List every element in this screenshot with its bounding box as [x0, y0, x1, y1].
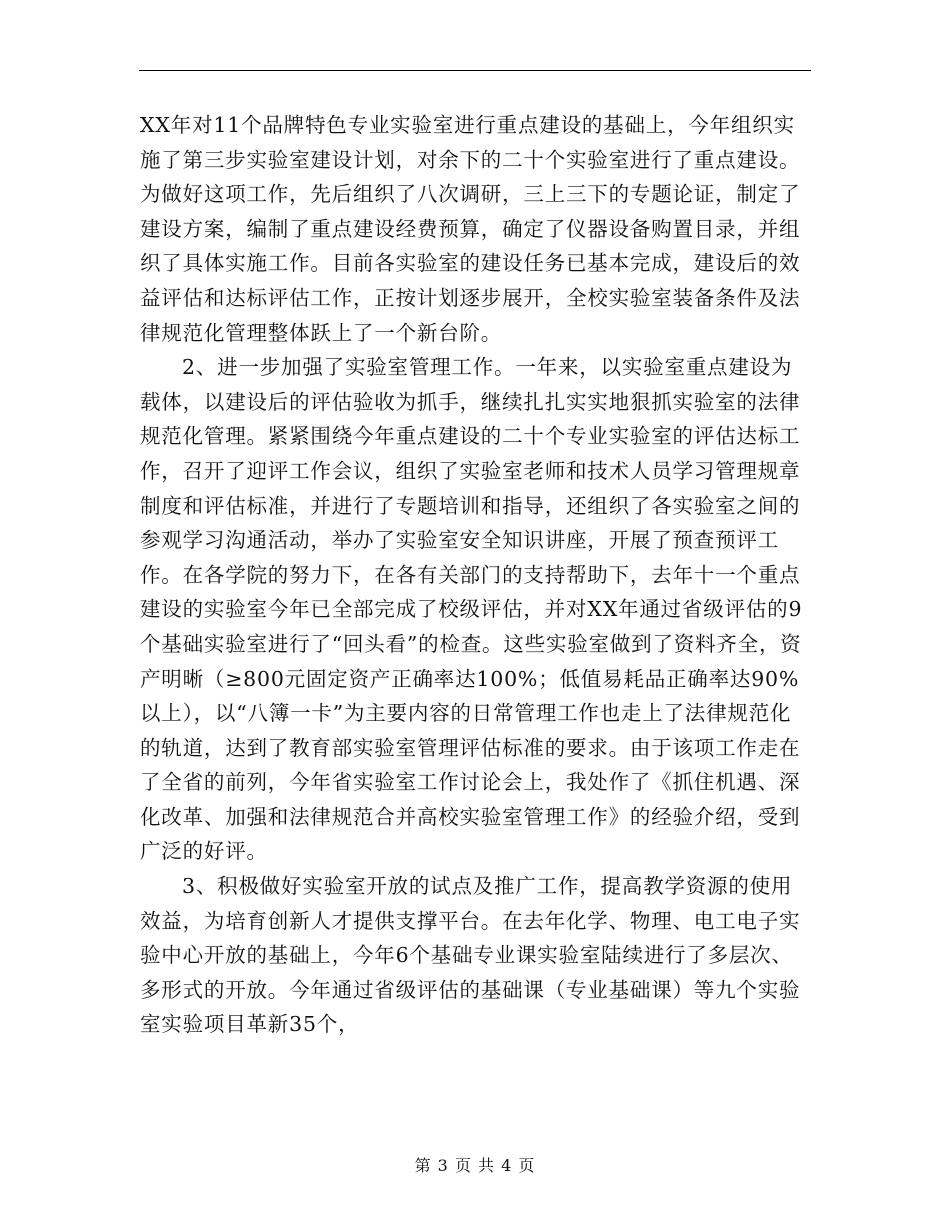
page-number-footer: 第 3 页 共 4 页	[414, 1156, 536, 1175]
paragraph-lab-opening: 3、积极做好实验室开放的试点及推广工作，提高教学资源的使用效益，为培育创新人才提供支撑平台。在去年化学、物理、电工电子实验中心开放的基础上，今年6个基础专业课实验室陆续进行了多层次、多形式的开放。今年通过省级评估的基础课（专业基础课）等九个实验室实验项目革新35个，	[140, 874, 801, 1037]
header-rule	[139, 70, 811, 71]
paragraph-lab-management: 2、进一步加强了实验室管理工作。一年来，以实验室重点建设为载体，以建设后的评估验收为抓手，继续扎扎实实地狠抓实验室的法律规范化管理。紧紧围绕今年重点建设的二十个专业实验室的评估达标工作，召开了迎评工作会议，组织了实验室老师和技术人员学习管理规章制度和评估标准，并进行了专题培训和指导，还组织了各实验室之间的参观学习沟通活动，举办了实验室安全知识讲座，开展了预查预评工作。在各学院的努力下，在各有关部门的支持帮助下，去年十一个重点建设的实验室今年已全部完成了校级评估，并对XX年通过省级评估的9个基础实验室进行了“回头看”的检查。这些实验室做到了资料齐全，资产明晰（≥800元固定资产正确率达100%；低值易耗品正确率达90%以上），以“八簿一卡”为主要内容的日常管理工作也走上了法律规范化的轨道，达到了教育部实验室管理评估标准的要求。由于该项工作走在了全省的前列，今年省实验室工作讨论会上，我处作了《抓住机遇、深化改革、加强和法律规范合并高校实验室管理工作》的经验介绍，受到广泛的好评。	[140, 355, 803, 864]
document-body	[140, 108, 812, 1042]
paragraph-continuation: XX年对11个品牌特色专业实验室进行重点建设的基础上，今年组织实施了第三步实验室建设计划，对余下的二十个实验室进行了重点建设。为做好这项工作，先后组织了八次调研，三上三下的专题论证，制定了建设方案，编制了重点建设经费预算，确定了仪器设备购置目录，并组织了具体实施工作。目前各实验室的建设任务已基本完成，建设后的效益评估和达标评估工作，正按计划逐步展开，全校实验室装备条件及法律规范化管理整体跃上了一个新台阶。	[140, 113, 801, 345]
